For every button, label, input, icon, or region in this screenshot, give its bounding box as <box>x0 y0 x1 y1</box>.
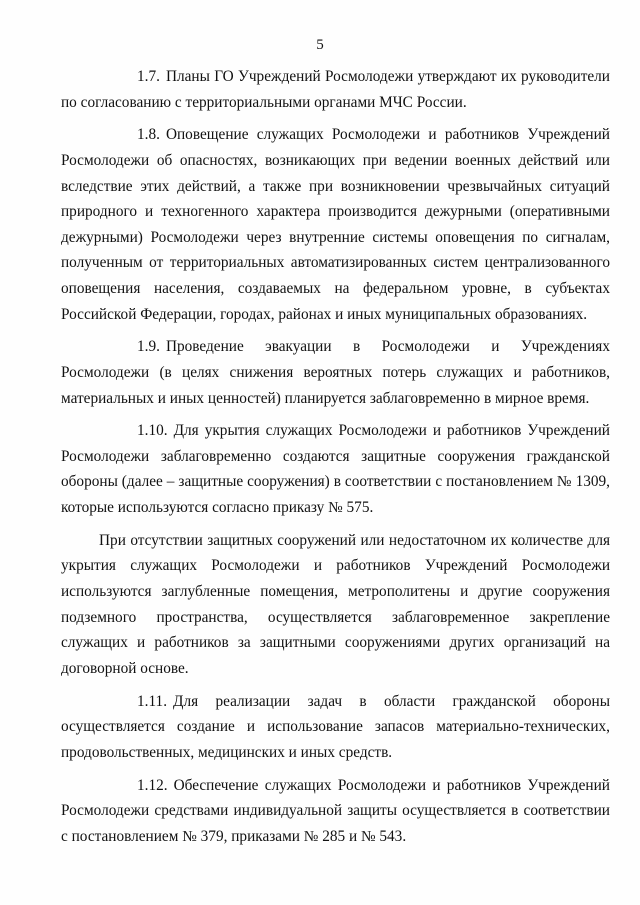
paragraph-1-11 <box>61 689 610 766</box>
paragraph-text: При отсутствии защитных сооружений или недостаточном их количестве для укрытия служащих Росмолодежи и работников Учреждений Росмолодежи используются заглубленные помещения, метрополитены и другие сооружения подземного пространства, осуществляется заблаговременное закрепление служащих и работников за защитными сооружениями других организаций на договорной основе. <box>61 531 610 677</box>
document-body <box>61 64 610 857</box>
paragraph-text: Оповещение служащих Росмолодежи и работников Учреждений Росмолодежи об опасностях, возникающих при ведении военных действий или вследствие этих действий, а также при возникновении чрезвычайных ситуаций природного и техногенного характера производится дежурными (оперативными дежурными) Росмолодежи через внутренние системы оповещения по сигналам, полученным от территориальных автоматизированных систем централизованного оповещения населения, создаваемых на федеральном уровне, в субъектах Российской Федерации, городах, районах и иных муниципальных образованиях. <box>61 126 610 323</box>
paragraph-1-10-continued <box>61 528 610 682</box>
paragraph-text: Обеспечение служащих Росмолодежи и работников Учреждений Росмолодежи средствами индивидуальной защиты осуществляется в соответствии с постановлением № 379, приказами № 285 и № 543. <box>61 776 610 845</box>
paragraph-1-12 <box>61 773 610 850</box>
paragraph-1-8 <box>61 122 610 327</box>
page-number: 5 <box>316 37 324 53</box>
paragraph-text: Планы ГО Учреждений Росмолодежи утверждают их руководители по согласованию с территориальными органами МЧС России. <box>61 68 610 111</box>
paragraph-number: 1.9. <box>137 338 160 356</box>
paragraph-text: Для реализации задач в области гражданской обороны осуществляется создание и использование запасов материально-технических, продовольственных, медицинских и иных средств. <box>61 692 610 761</box>
paragraph-number: 1.11. <box>137 692 168 710</box>
paragraph-1-10 <box>61 418 610 520</box>
paragraph-1-7 <box>61 64 610 115</box>
paragraph-number: 1.10. <box>137 422 168 440</box>
paragraph-1-9 <box>61 334 610 411</box>
paragraph-text: Проведение эвакуации в Росмолодежи и Учреждениях Росмолодежи (в целях снижения вероятных потерь служащих и работников, материальных и иных ценностей) планируется заблаговременно в мирное время. <box>61 338 610 407</box>
paragraph-number: 1.12. <box>137 776 168 794</box>
paragraph-number: 1.7. <box>137 68 160 85</box>
paragraph-text: Для укрытия служащих Росмолодежи и работников Учреждений Росмолодежи заблаговременно создаются защитные сооружения гражданской обороны (далее – защитные сооружения) в соответствии с постановлением № 1309, которые используются согласно приказу № 575. <box>61 422 610 517</box>
paragraph-number: 1.8. <box>137 126 160 144</box>
